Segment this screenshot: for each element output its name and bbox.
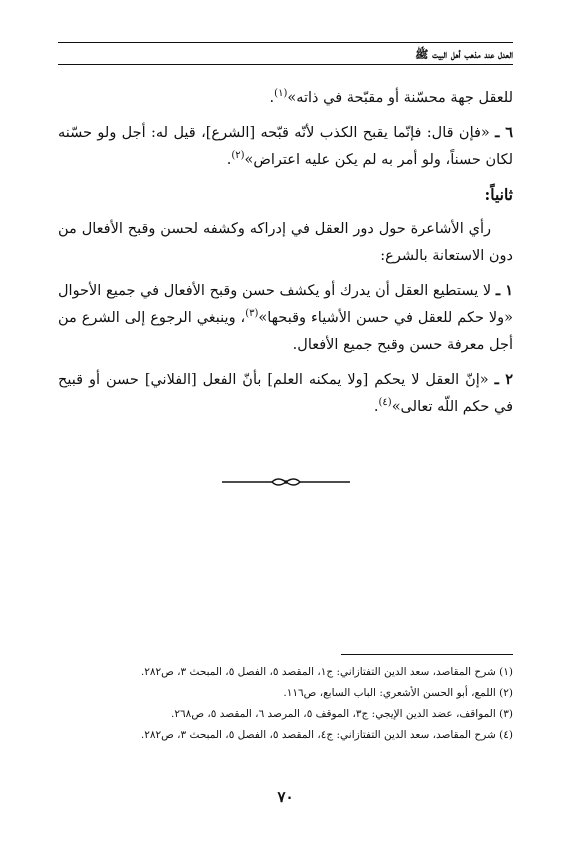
footnote-ref-3: (٣) bbox=[245, 308, 259, 320]
footnote-separator bbox=[341, 654, 513, 655]
item-2 bbox=[58, 366, 513, 421]
running-header bbox=[58, 30, 513, 62]
footnote-4: (٤) شرح المقاصد، سعد الدين التفتازاني: ج٤، المقصد ٥، الفصل ٥، المبحث ٣، ص٢٨٢. bbox=[140, 729, 513, 741]
item-6-number: ٦ ـ bbox=[495, 124, 513, 141]
item-1-text: لا يستطيع العقل أن يدرك أو يكشف حسن وقبح الأفعال في جميع الأحوال «ولا حكم للعقل في حسن الأشياء وقبحها» bbox=[58, 283, 513, 326]
item-6: ٦ ـ «فإن قال: فإنّما يقبح الكذب لأنّه قبّحه [الشرع]، قيل له: أجل ولو حسّنه لكان حسناً، ولو أمر به لم يكن عليه اعتراض»$^{(٢)}$. bbox=[58, 124, 513, 168]
item-2-number: ٢ ـ bbox=[494, 371, 513, 388]
item-1 bbox=[58, 277, 513, 359]
main-text bbox=[58, 85, 513, 428]
footnote-2: (٢) اللمع، أبو الحسن الأشعري: الباب السابع، ص١١٦. bbox=[283, 687, 513, 699]
footnote-1: (١) شرح المقاصد، سعد الدين التفتازاني: ج١، المقصد ٥، الفصل ٥، المبحث ٣، ص٢٨٢. bbox=[140, 666, 513, 678]
footnote-ref-2: (٢) bbox=[231, 150, 245, 162]
footnotes bbox=[58, 662, 513, 746]
item-2-text: «إنّ العقل لا يحكم [ولا يمكنه العلم] بأنّ الفعل [الفلاني] حسن أو قبيح في حكم اللّه تعالى» bbox=[58, 372, 513, 415]
footnote-3: (٣) المواقف، عضد الدين الإيجي: ج٣، الموقف ٥، المرصد ٦، المقصد ٥، ص٢٦٨. bbox=[171, 708, 513, 720]
item-2-tail: . bbox=[373, 399, 379, 415]
page-number: ٧٠ bbox=[277, 788, 294, 806]
item-1-tail: ، وينبغي الرجوع إلى الشرع من أجل معرفة حسن وقبح جميع الأفعال. bbox=[58, 310, 513, 353]
ornament-divider bbox=[220, 474, 352, 490]
header-title: العدل عند مذهب أهل البيت ﷺ bbox=[415, 48, 513, 61]
ornament-icon bbox=[220, 474, 352, 490]
header-top-rule bbox=[58, 42, 513, 43]
intro-paragraph: رأي الأشاعرة حول دور العقل في إدراكه وكشفه لحسن وقبح الأفعال من دون الاستعانة بالشرع: bbox=[58, 221, 513, 264]
continuation-text: للعقل جهة محسّنة أو مقبّحة في ذاته» bbox=[287, 90, 513, 106]
item-6-text: «فإن قال: فإنّما يقبح الكذب لأنّه قبّحه [الشرع]، قيل له: أجل ولو حسّنه لكان حسناً، ولو أمر به لم يكن عليه اعتراض» bbox=[58, 125, 513, 168]
item-1-number: ١ ـ bbox=[495, 282, 513, 299]
header-bottom-rule bbox=[58, 64, 513, 65]
footnote-ref-4: (٤) bbox=[378, 397, 392, 409]
paragraph-continuation: للعقل جهة محسّنة أو مقبّحة في ذاته»$^{(١)}$. bbox=[269, 88, 513, 106]
footnote-ref-1: (١) bbox=[274, 88, 288, 100]
section-heading: ثانياً: bbox=[484, 185, 513, 204]
